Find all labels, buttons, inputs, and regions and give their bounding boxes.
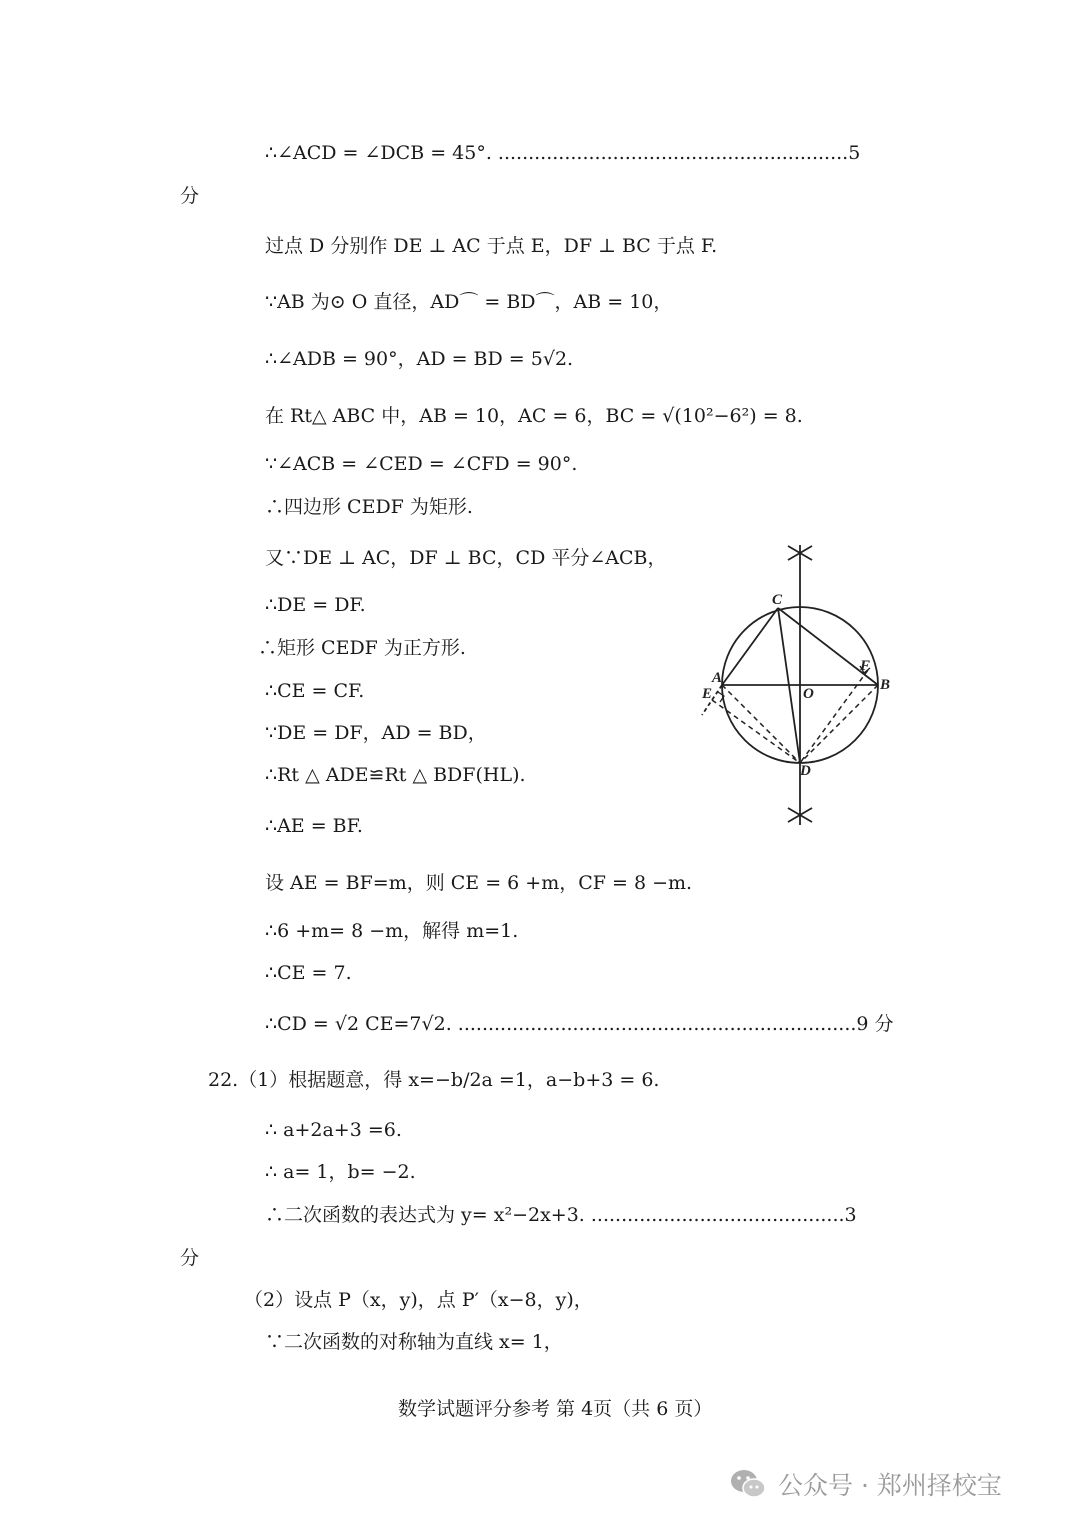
- watermark: [728, 1464, 1002, 1504]
- question-22-part-2: （2）设点 P（x，y)，点 P′（x−8，y)，: [244, 1289, 593, 1311]
- label-c: C: [772, 592, 783, 608]
- proof-line: ∴矩形 CEDF 为正方形.: [258, 637, 466, 659]
- proof-line: ∵DE = DF，AD = BD，: [265, 722, 487, 744]
- segment-ad: [722, 685, 800, 763]
- label-a: A: [712, 670, 723, 686]
- proof-line: ∴ a+2a+3 =6.: [265, 1119, 402, 1141]
- proof-line: ∴∠ADB = 90°，AD = BD = 5√2.: [265, 348, 574, 370]
- label-d: D: [800, 763, 811, 779]
- watermark-text: 公众号 · 郑州择校宝: [778, 1471, 1002, 1500]
- proof-line: ∴CD = √2 CE=7√2. ..................................................................9 分: [265, 1013, 894, 1035]
- proof-line: ∴CE = CF.: [265, 680, 365, 702]
- label-e: E: [702, 686, 713, 702]
- proof-line: ∴四边形 CEDF 为矩形.: [265, 496, 473, 518]
- label-b: B: [880, 677, 891, 693]
- page-footer: 数学试题评分参考 第 4页（共 6 页）: [398, 1398, 713, 1420]
- proof-line: ∵二次函数的对称轴为直线 x= 1，: [265, 1331, 563, 1353]
- proof-line: 在 Rt△ ABC 中，AB = 10，AC = 6，BC = √(10²−6²) = 8.: [265, 405, 803, 427]
- proof-line: ∴ a= 1，b= −2.: [265, 1161, 416, 1183]
- proof-line: ∴Rt △ ADE≌Rt △ BDF(HL).: [265, 764, 526, 786]
- proof-line: ∴6 +m= 8 −m，解得 m=1.: [265, 920, 519, 942]
- question-22-part-1: 22.（1）根据题意，得 x=−b/2a =1，a−b+3 = 6.: [208, 1069, 660, 1091]
- wechat-icon: [728, 1464, 768, 1504]
- proof-line: 分: [180, 1247, 200, 1269]
- label-o: O: [803, 686, 814, 702]
- proof-line: ∴∠ACD = ∠DCB = 45°. ..........................................................5: [265, 142, 861, 164]
- geometry-figure: [690, 540, 900, 830]
- segment-ac: [722, 608, 778, 685]
- label-f: F: [860, 658, 871, 674]
- proof-line: ∴CE = 7.: [265, 962, 352, 984]
- proof-line: 设 AE = BF=m，则 CE = 6 +m，CF = 8 −m.: [265, 872, 693, 894]
- proof-line: 又∵DE ⊥ AC，DF ⊥ BC，CD 平分∠ACB，: [265, 547, 667, 569]
- proof-line: ∴AE = BF.: [265, 815, 363, 837]
- proof-line: ∴二次函数的表达式为 y= x²−2x+3. ..........................................3: [265, 1204, 857, 1226]
- proof-line: ∵AB 为⊙ O 直径，AD⌒ = BD⌒，AB = 10，: [265, 291, 673, 313]
- proof-line: 分: [180, 185, 200, 207]
- segment-df: [800, 670, 868, 763]
- proof-line: 过点 D 分别作 DE ⊥ AC 于点 E，DF ⊥ BC 于点 F.: [265, 235, 718, 257]
- proof-line: ∴DE = DF.: [265, 594, 366, 616]
- proof-line: ∵∠ACB = ∠CED = ∠CFD = 90°.: [265, 453, 578, 475]
